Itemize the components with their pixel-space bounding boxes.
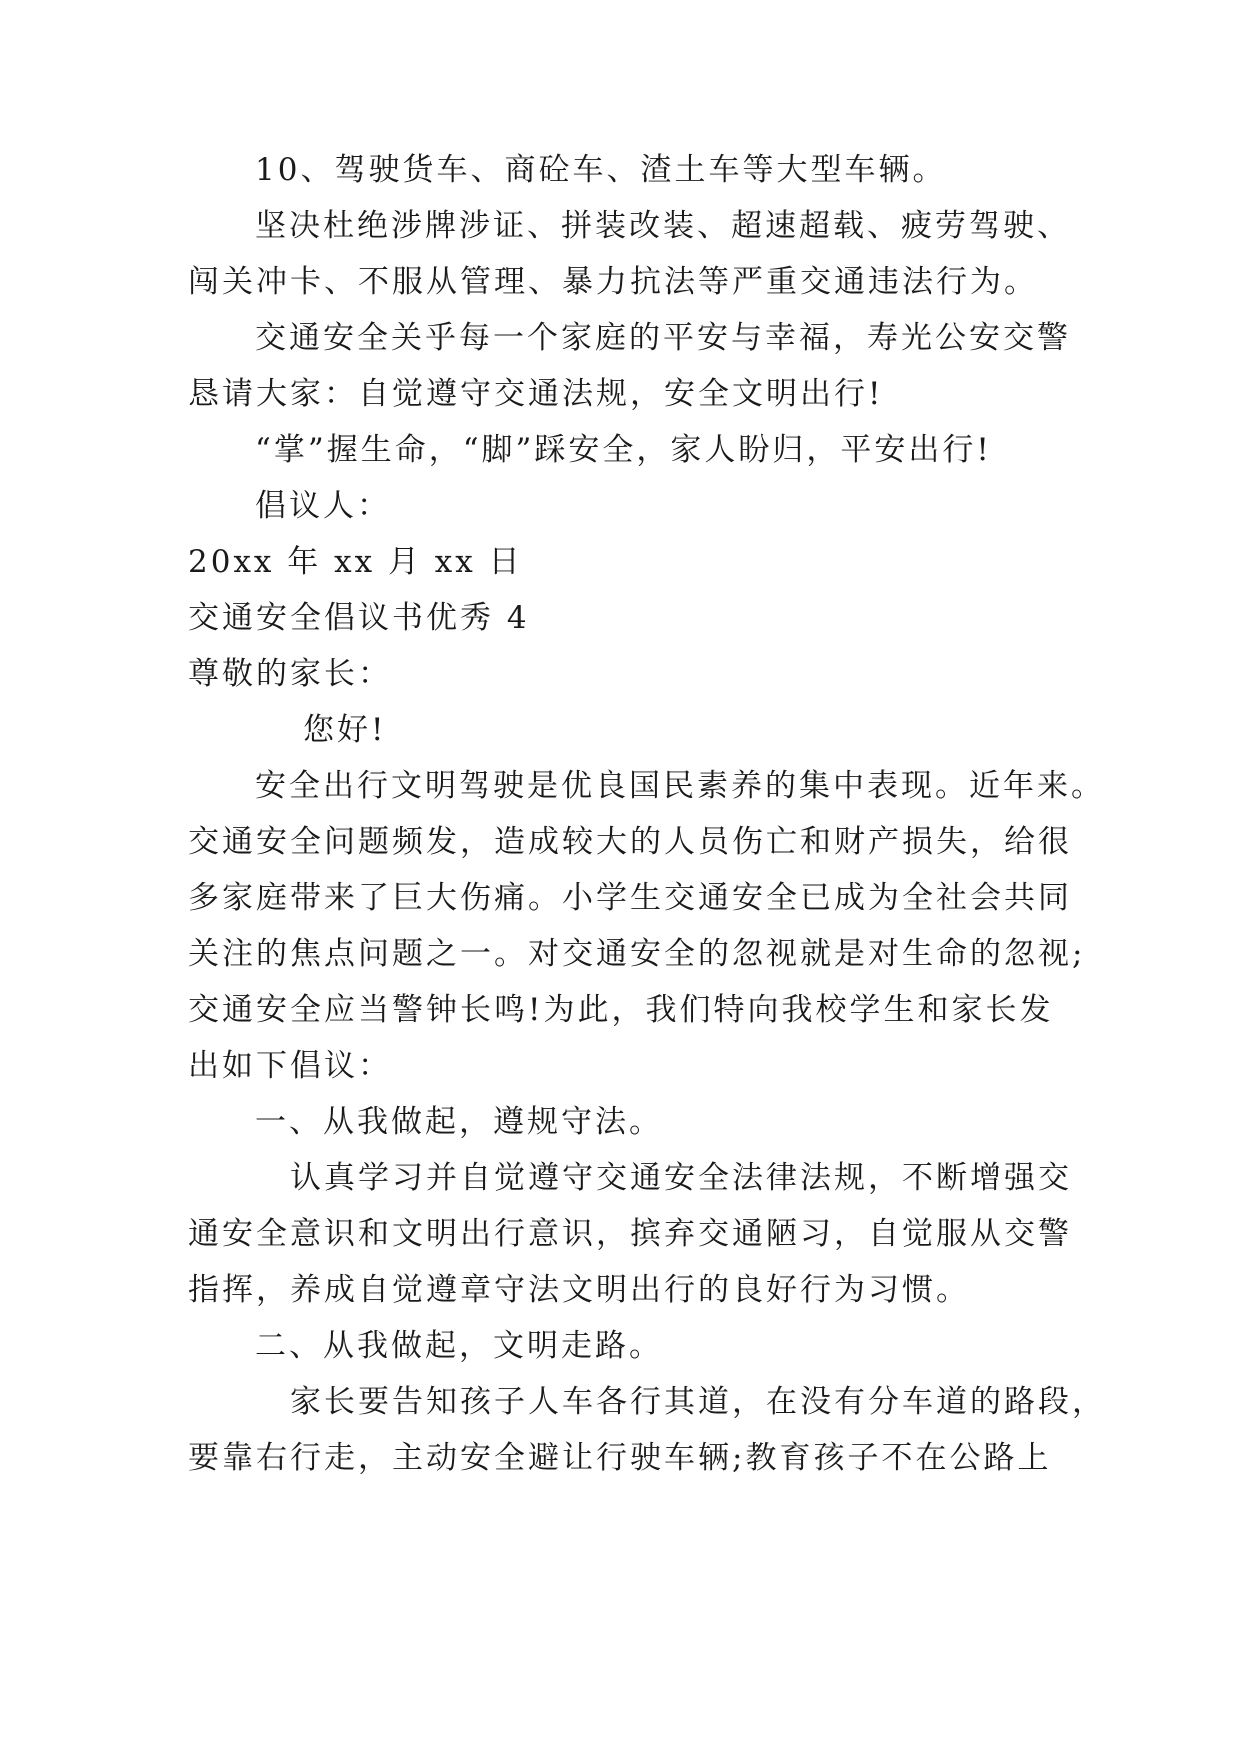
signature-label: 倡议人： bbox=[255, 488, 391, 524]
section-title: 交通安全倡议书优秀 4 bbox=[188, 600, 530, 636]
text-line: 通安全意识和文明出行意识，摈弃交通陋习，自觉服从交警 bbox=[188, 1216, 1072, 1252]
text-line: 家长要告知孩子人车各行其道，在没有分车道的路段， bbox=[290, 1384, 1106, 1420]
text-line: 交通安全应当警钟长鸣!为此，我们特向我校学生和家长发 bbox=[188, 992, 1054, 1028]
date-line: 20xx 年 xx 月 xx 日 bbox=[188, 544, 523, 580]
text-line: 安全出行文明驾驶是优良国民素养的集中表现。近年来。 bbox=[255, 768, 1105, 804]
text-line: 要靠右行走，主动安全避让行驶车辆;教育孩子不在公路上 bbox=[188, 1440, 1052, 1476]
text-line: 恳请大家：自觉遵守交通法规，安全文明出行! bbox=[188, 376, 884, 412]
text-line: 闯关冲卡、不服从管理、暴力抗法等严重交通违法行为。 bbox=[188, 264, 1038, 300]
text-line: 交通安全关乎每一个家庭的平安与幸福，寿光公安交警 bbox=[255, 320, 1071, 356]
text-line: “掌”握生命，“脚”踩安全，家人盼归，平安出行! bbox=[255, 432, 992, 468]
heading-one: 一、从我做起，遵规守法。 bbox=[255, 1104, 663, 1140]
text-line: 10、驾驶货车、商砼车、渣土车等大型车辆。 bbox=[255, 152, 947, 188]
text-line: 坚决杜绝涉牌涉证、拼装改装、超速超载、疲劳驾驶、 bbox=[255, 208, 1071, 244]
heading-two: 二、从我做起，文明走路。 bbox=[255, 1328, 663, 1364]
greeting: 您好! bbox=[303, 712, 387, 748]
text-line: 认真学习并自觉遵守交通安全法律法规，不断增强交 bbox=[290, 1160, 1072, 1196]
text-line: 指挥，养成自觉遵章守法文明出行的良好行为习惯。 bbox=[188, 1272, 970, 1308]
text-line: 关注的焦点问题之一。对交通安全的忽视就是对生命的忽视; bbox=[188, 936, 1086, 972]
text-line: 出如下倡议： bbox=[188, 1048, 392, 1084]
text-line: 交通安全问题频发，造成较大的人员伤亡和财产损失，给很 bbox=[188, 824, 1072, 860]
text-line: 多家庭带来了巨大伤痛。小学生交通安全已成为全社会共同 bbox=[188, 880, 1072, 916]
salutation: 尊敬的家长： bbox=[188, 656, 392, 692]
